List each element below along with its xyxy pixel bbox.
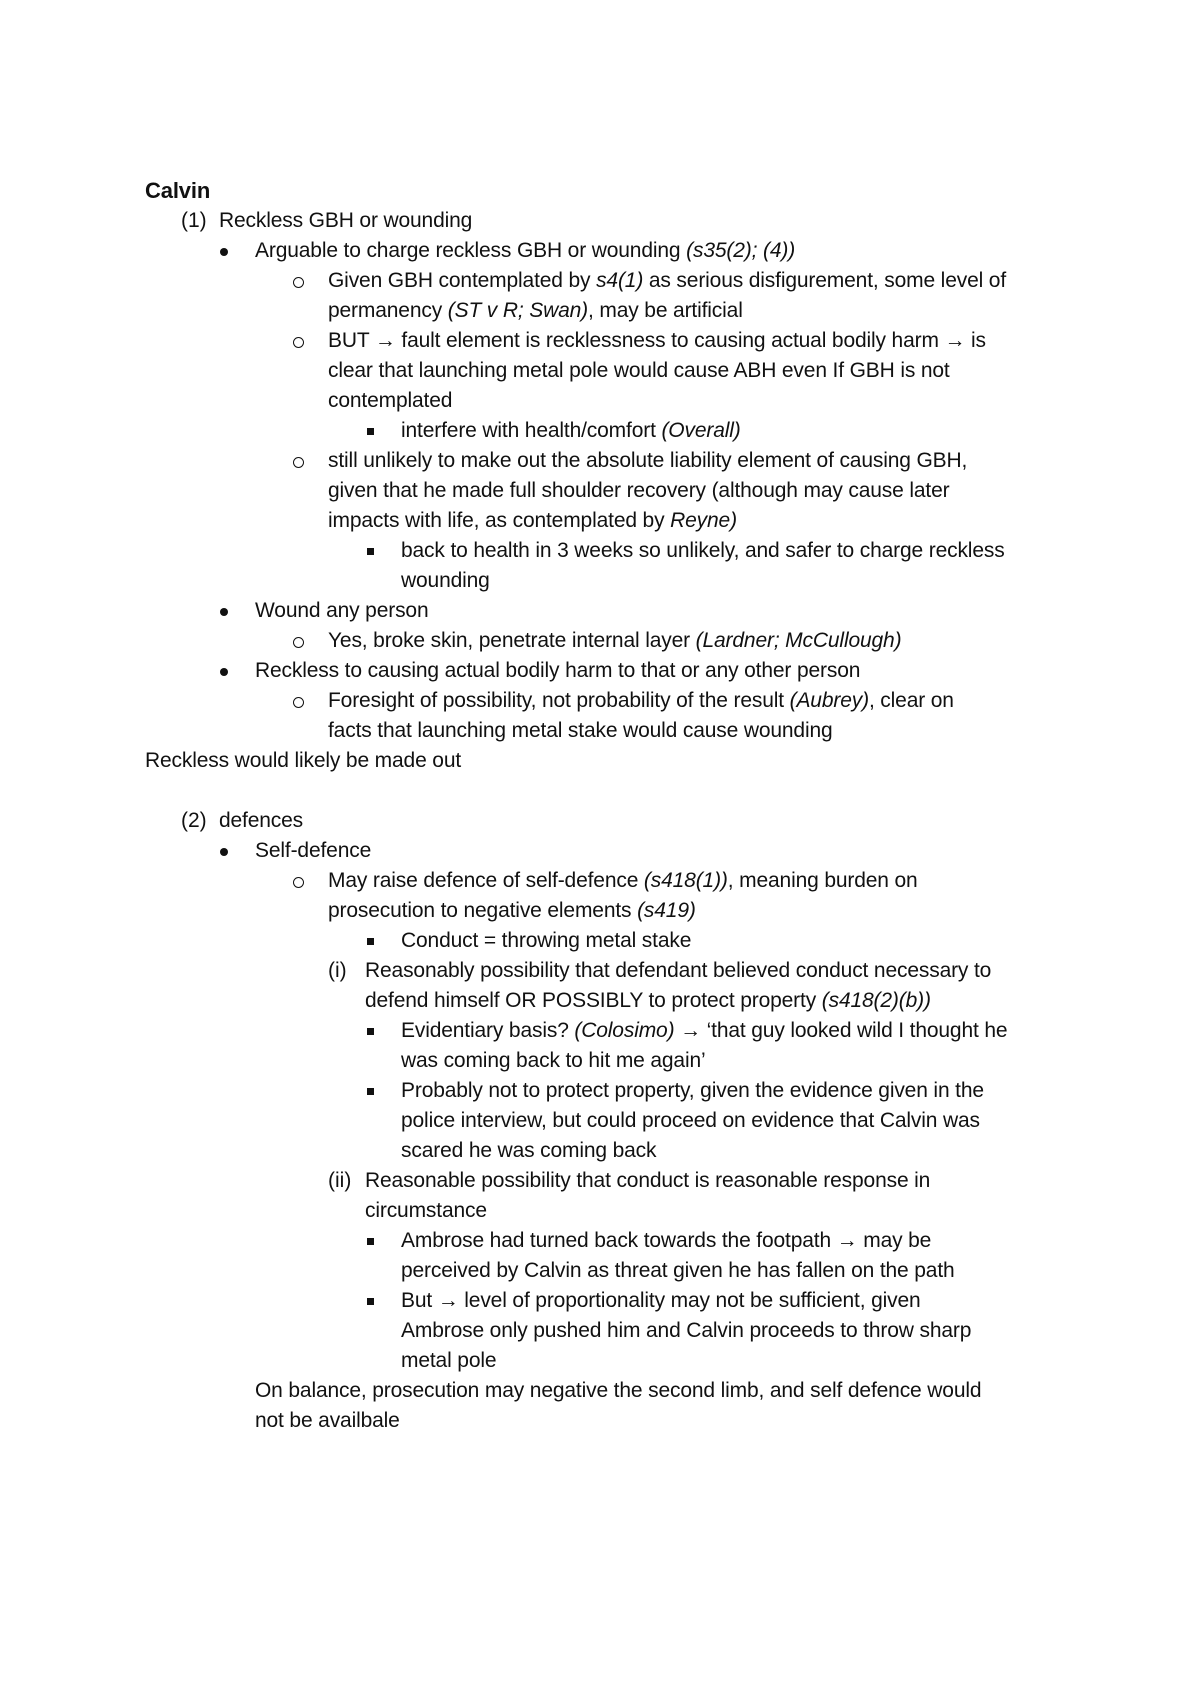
limb-i-number: (i) <box>328 959 347 982</box>
point-evidentiary-line2: was coming back to hit me again’ <box>401 1049 706 1072</box>
section-1-title: Reckless GBH or wounding <box>219 209 473 232</box>
point-evidentiary-line1 <box>401 1016 1007 1046</box>
point-back-to-health-line1: back to health in 3 weeks so unlikely, and safer to charge reckless <box>401 539 1005 562</box>
citation: (s418(1)) <box>643 869 728 892</box>
citation: s4(1) <box>596 269 644 292</box>
text: Given GBH contemplated by <box>328 269 597 292</box>
limb-ii-number: (ii) <box>328 1169 352 1192</box>
square-marker <box>367 1238 374 1245</box>
section-1-conclusion: Reckless would likely be made out <box>145 749 462 772</box>
point-probably-line1: Probably not to protect property, given the evidence given in the <box>401 1079 984 1102</box>
subpoint-foresight-line1 <box>328 686 954 716</box>
bullet-wound: Wound any person <box>255 599 429 622</box>
text: Yes, broke skin, penetrate internal layer <box>328 629 696 652</box>
subpoint-may-raise-line2 <box>328 896 696 926</box>
circle-marker <box>293 637 304 648</box>
circle-marker <box>293 337 304 348</box>
point-ambrose-line1: Ambrose had turned back towards the footpath → may be <box>401 1229 932 1252</box>
section-2-title: defences <box>219 809 304 832</box>
limb-i-line2 <box>365 986 931 1016</box>
citation: (Overall) <box>661 419 741 442</box>
bullet-marker <box>220 668 228 676</box>
circle-marker <box>293 877 304 888</box>
point-interfere <box>401 416 741 446</box>
citation: (Aubrey) <box>789 689 869 712</box>
bullet-marker <box>220 608 228 616</box>
citation: (Colosimo) <box>574 1019 675 1042</box>
bullet-marker <box>220 248 228 256</box>
point-proportionality-line1: But → level of proportionality may not be sufficient, given <box>401 1289 921 1312</box>
limb-ii-line2: circumstance <box>365 1199 487 1222</box>
text: Evidentiary basis? <box>401 1019 575 1042</box>
text: impacts with life, as contemplated by <box>328 509 671 532</box>
text: May raise defence of self-defence <box>328 869 644 892</box>
subpoint-may-raise-line1 <box>328 866 918 896</box>
subpoint-given-gbh-cont <box>328 296 743 326</box>
text: , clear on <box>868 689 954 712</box>
square-marker <box>367 938 374 945</box>
subpoint-still-line1: still unlikely to make out the absolute liability element of causing GBH, <box>328 449 968 472</box>
bullet-reckless: Reckless to causing actual bodily harm to that or any other person <box>255 659 861 682</box>
bullet-marker <box>220 848 228 856</box>
point-proportionality-line2: Ambrose only pushed him and Calvin proceeds to throw sharp <box>401 1319 972 1342</box>
text: Arguable to charge reckless GBH or wounding <box>255 239 687 262</box>
text: Foresight of possibility, not probability of the result <box>328 689 790 712</box>
point-probably-line2: police interview, but could proceed on evidence that Calvin was <box>401 1109 980 1132</box>
text: → ‘that guy looked wild I thought he <box>674 1019 1008 1042</box>
circle-marker <box>293 697 304 708</box>
citation: (Lardner; McCullough) <box>695 629 902 652</box>
circle-marker <box>293 457 304 468</box>
citation: (s418(2)(b)) <box>821 989 931 1012</box>
subpoint-broke-skin <box>328 626 901 656</box>
square-marker <box>367 1298 374 1305</box>
subpoint-given-gbh <box>328 266 1006 296</box>
text: interfere with health/comfort <box>401 419 662 442</box>
bullet-arguable <box>255 236 795 266</box>
citation: (s419) <box>637 899 696 922</box>
text: , may be artificial <box>588 299 743 322</box>
citation: (s35(2); (4)) <box>686 239 796 262</box>
subpoint-but-line2: clear that launching metal pole would cause ABH even If GBH is not <box>328 359 950 382</box>
square-marker <box>367 428 374 435</box>
citation: Reyne) <box>670 509 737 532</box>
point-proportionality-line3: metal pole <box>401 1349 497 1372</box>
heading-calvin: Calvin <box>145 178 211 203</box>
subpoint-but-line3: contemplated <box>328 389 453 412</box>
square-marker <box>367 548 374 555</box>
section-1-number: (1) <box>181 209 207 232</box>
point-probably-line3: scared he was coming back <box>401 1139 657 1162</box>
subpoint-foresight-line2: facts that launching metal stake would cause wounding <box>328 719 833 742</box>
limb-i-line1: Reasonably possibility that defendant believed conduct necessary to <box>365 959 992 982</box>
section-2-conclusion-line1: On balance, prosecution may negative the second limb, and self defence would <box>255 1379 982 1402</box>
point-ambrose-line2: perceived by Calvin as threat given he has fallen on the path <box>401 1259 955 1282</box>
subpoint-but-line1: BUT → fault element is recklessness to causing actual bodily harm → is <box>328 329 986 352</box>
section-2-number: (2) <box>181 809 207 832</box>
section-2-conclusion-line2: not be availbale <box>255 1409 400 1432</box>
point-back-to-health-line2: wounding <box>401 569 490 592</box>
point-conduct: Conduct = throwing metal stake <box>401 929 692 952</box>
citation: (ST v R; Swan) <box>447 299 589 322</box>
text: , meaning burden on <box>727 869 918 892</box>
subpoint-still-line2: given that he made full shoulder recovery (although may cause later <box>328 479 950 502</box>
text: permanency <box>328 299 448 322</box>
bullet-self-defence: Self-defence <box>255 839 372 862</box>
subpoint-still-line3 <box>328 506 737 536</box>
limb-ii-line1: Reasonable possibility that conduct is reasonable response in <box>365 1169 931 1192</box>
square-marker <box>367 1088 374 1095</box>
text: as serious disfigurement, some level of <box>643 269 1007 292</box>
text: prosecution to negative elements <box>328 899 638 922</box>
square-marker <box>367 1028 374 1035</box>
text: defend himself OR POSSIBLY to protect property <box>365 989 822 1012</box>
circle-marker <box>293 277 304 288</box>
